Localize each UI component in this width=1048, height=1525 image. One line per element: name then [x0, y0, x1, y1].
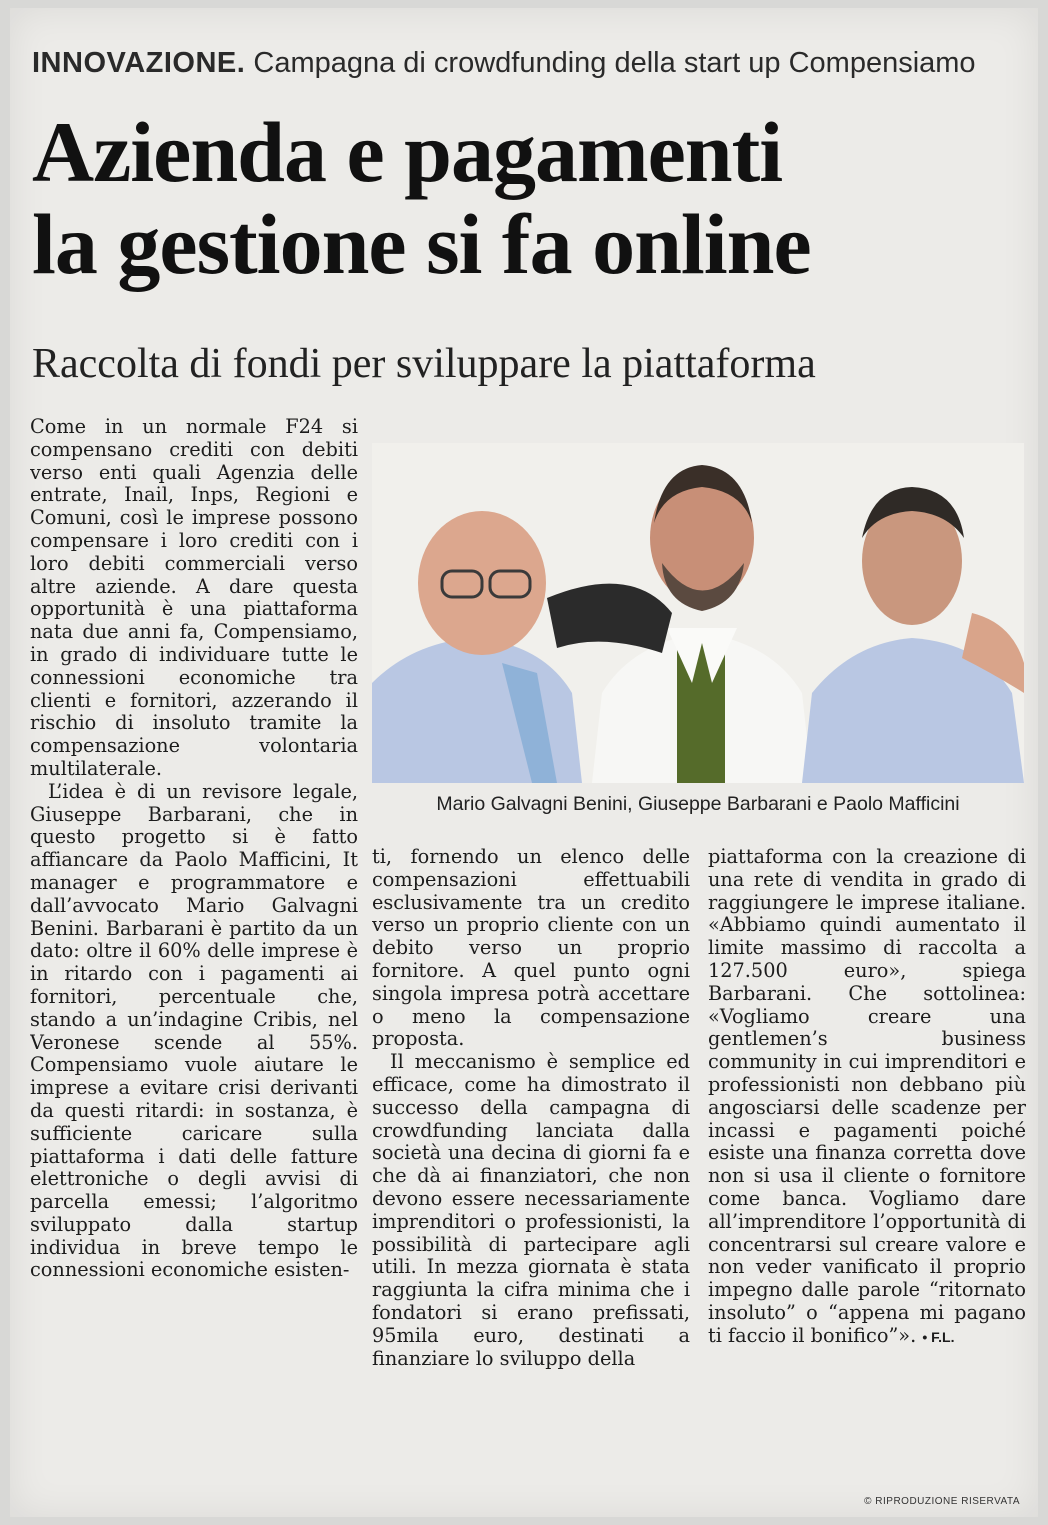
article-column-3 — [708, 846, 1026, 1484]
headline — [32, 106, 1032, 290]
headline-line-2: la gestione si fa online — [32, 196, 811, 292]
three-men-photo — [372, 443, 1024, 783]
kicker-label: INNOVAZIONE. — [32, 47, 246, 79]
photo-caption: Mario Galvagni Benini, Giuseppe Barbarani e Paolo Mafficini — [436, 793, 960, 815]
headline-line-1: Azienda e pagamenti — [32, 104, 783, 200]
newspaper-page — [10, 8, 1038, 1517]
article-column-2 — [372, 846, 690, 1484]
paragraph: Il meccanismo è semplice ed efficace, come ha dimostrato il successo della campagna di crowdfunding lanciata dalla società una decina di giorni fa e che dà ai finanziatori, che non devono essere necessariamente imprenditori o professionisti, la possibilità di partecipare agli utili. In mezza giornata è stata raggiunta la cifra minima che i fondatori si erano prefissati, 95mila euro, destinati a finanziare lo sviluppo della — [372, 1050, 690, 1370]
subheadline: Raccolta di fondi per sviluppare la piattaforma — [32, 341, 816, 387]
paragraph-text: piattaforma con la creazione di una rete di vendita in grado di raggiungere le imprese italiane. «Abbiamo quindi aumentato il limite massimo di raccolta a 127.500 euro», spiega Barbarani. Che sottolinea: «Vogliamo creare una gentlemen’s business community in cui imprenditori e professionisti non debbano più angosciarsi delle scadenze per incassi e pagamenti poiché esiste una finanza corretta dove non si usa il cliente o fornitore come banca. Vogliamo dare all’imprenditore l’opportunità di concentrarsi sul creare valore e non veder vanificato il proprio impegno dalle parole “ritornato insoluto” o “appena mi pagano ti faccio il bonifico”». — [708, 846, 1026, 1347]
kicker — [32, 46, 1022, 80]
paragraph: L’idea è di un revisore legale, Giuseppe Barbarani, che in questo progetto si è fatto affiancare da Paolo Mafficini, It manager e programmatore e dall’avvocato Mario Galvagni Benini. Barbarani è partito da un dato: oltre il 60% delle imprese è in ritardo con i pagamenti ai fornitori, percentuale che, stando a un’indagine Cribis, nel Veronese scende al 55%. Compensiamo vuole aiutare le imprese a evitare crisi derivanti da questi ritardi: in sostanza, è sufficiente caricare sulla piattaforma i dati delle fatture elettroniche o degli avvisi di parcella emessi; l’algoritmo sviluppato dalla startup individua in breve tempo le connessioni economiche esisten- — [30, 779, 358, 1282]
paragraph: Come in un normale F24 si compensano crediti con debiti verso enti quali Agenzia delle entrate, Inail, Inps, Regioni e Comuni, così le imprese possono compensare i loro crediti con i loro debiti commerciali verso altre aziende. A dare questa opportunità è una piattaforma nata due anni fa, Compensiamo, in grado di individuare tutte le connessioni economiche tra clienti e fornitori, azzerando il rischio di insoluto tramite la compensazione volontaria multilaterale. — [30, 416, 358, 780]
paragraph — [708, 846, 1026, 1349]
article-photo — [372, 443, 1024, 783]
copyright-notice: © RIPRODUZIONE RISERVATA — [864, 1496, 1020, 1507]
article-column-1 — [30, 416, 358, 1484]
kicker-text: Campagna di crowdfunding della start up Compensiamo — [253, 47, 976, 79]
author-signoff: • F.L. — [922, 1328, 955, 1345]
paragraph: ti, fornendo un elenco delle compensazioni effettuabili esclusivamente tra un credito verso un proprio cliente con un debito verso un proprio fornitore. A quel punto ogni singola impresa potrà accettare o meno la compensazione proposta. — [372, 846, 690, 1051]
